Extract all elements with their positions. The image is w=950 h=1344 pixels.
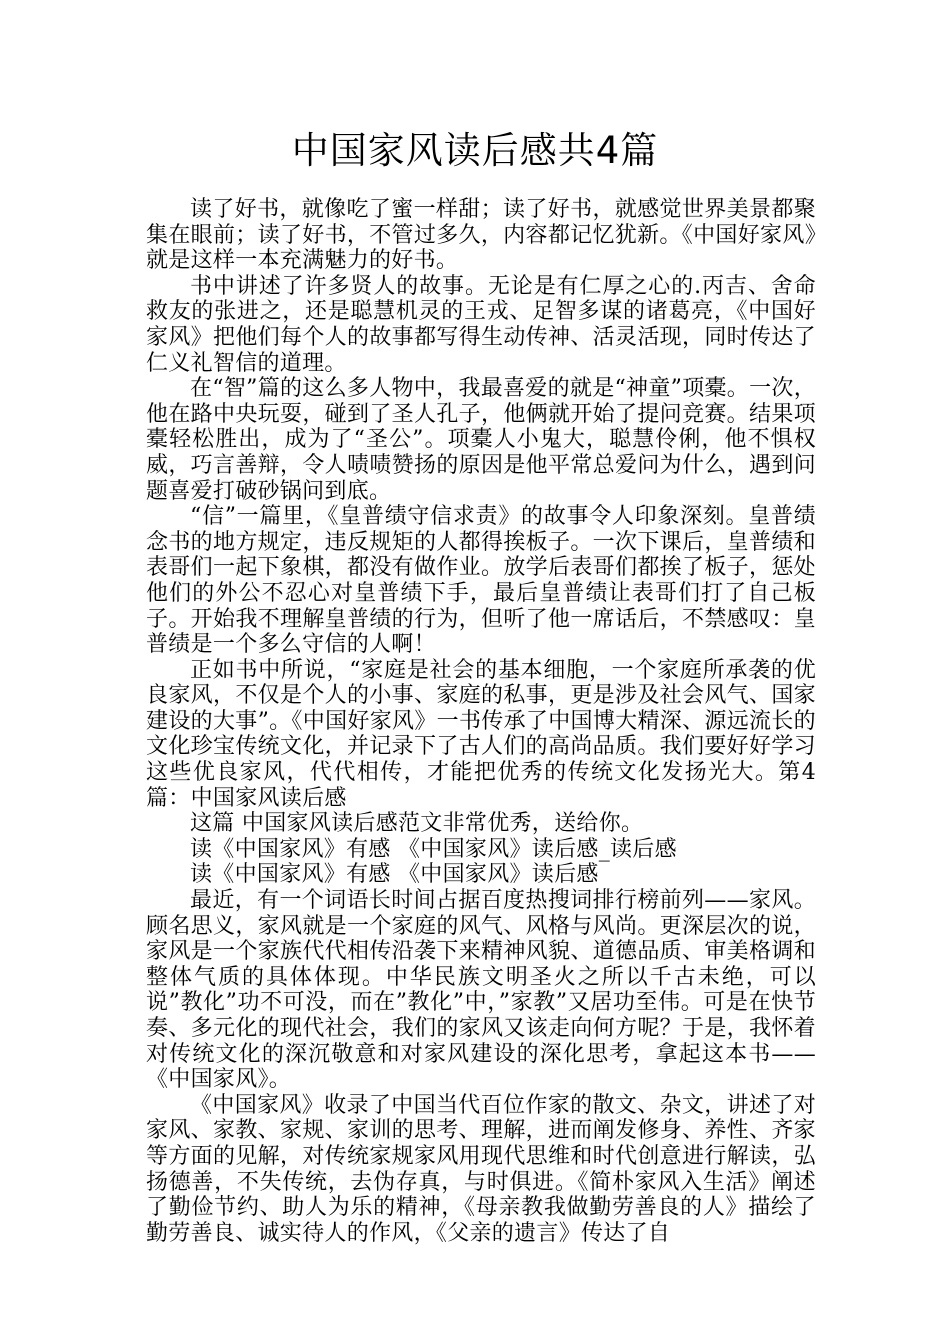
paragraph: 正如书中所说，“家庭是社会的基本细胞，一个家庭所承袭的优良家风，不仅是个人的小事、家庭的私事，更是涉及社会风气、国家建设的大事”。《中国好家风》一书传承了中国博大精深、源远流长的文化珍宝传统文化，并记录下了古人们的高尚品质。我们要好好学习这些优良家风，代代相传，才能把优秀的传统文化发扬光大。第4篇：中国家风读后感 bbox=[146, 657, 816, 811]
paragraph: 这篇 中国家风读后感范文非常优秀，送给你。 bbox=[190, 811, 644, 837]
document-body bbox=[146, 197, 816, 1246]
paragraph: 书中讲述了许多贤人的故事。无论是有仁厚之心的.丙吉、舍命救友的张进之，还是聪慧机灵的王戎、足智多谋的诸葛亮，《中国好家风》把他们每个人的故事都写得生动传神、活灵活现，同时传达了仁义礼智信的道理。 bbox=[146, 273, 816, 376]
document-title: 中国家风读后感共4篇 bbox=[291, 129, 659, 172]
paragraph: 读了好书，就像吃了蜜一样甜；读了好书，就感觉世界美景都聚集在眼前；读了好书，不管过多久，内容都记忆犹新。《中国好家风》就是这样一本充满魅力的好书。 bbox=[146, 197, 816, 274]
paragraph: 最近，有一个词语长时间占据百度热搜词排行榜前列——家风。顾名思义，家风就是一个家庭的风气、风格与风尚。更深层次的说，家风是一个家族代代相传沿袭下来精神风貌、道德品质、审美格调和整体气质的具体体现。中华民族文明圣火之所以千古未绝，可以说”教化”功不可没，而在”教化”中，”家教”又居功至伟。可是在快节奏、多元化的现代社会，我们的家风又该走向何方呢？于是，我怀着对传统文化的深沉敬意和对家风建设的深化思考，拿起这本书——《中国家风》。 bbox=[146, 888, 816, 1093]
paragraph: 在“智”篇的这么多人物中，我最喜爱的就是“神童”项橐。一次，他在路中央玩耍，碰到了圣人孔子，他俩就开始了提问竞赛。结果项橐轻松胜出，成为了“圣公”。项橐人小鬼大，聪慧伶俐，他不惧权威，巧言善辩，令人啧啧赞扬的原因是他平常总爱问为什么，遇到问题喜爱打破砂锅问到底。 bbox=[146, 376, 816, 504]
paragraph: 《中国家风》收录了中国当代百位作家的散文、杂文，讲述了对家风、家教、家规、家训的思考、理解，进而阐发修身、养性、齐家等方面的见解，对传统家规家风用现代思维和时代创意进行解读，弘扬德善，不失传统，去伪存真，与时俱进。《简朴家风入生活》阐述了勤俭节约、助人为乐的精神，《母亲教我做勤劳善良的人》描绘了勤劳善良、诚实待人的作风，《父亲的遗言》传达了自 bbox=[146, 1092, 816, 1246]
paragraph: 读《中国家风》有感 《中国家风》读后感 bbox=[190, 862, 599, 888]
paragraph: 读《中国家风》有感 《中国家风》读后感_读后感 bbox=[190, 836, 677, 862]
paragraph: “信”一篇里，《皇普绩守信求责》的故事令人印象深刻。皇普绩念书的地方规定，违反规矩的人都得挨板子。一次下课后，皇普绩和表哥们一起下象棋，都没有做作业。放学后表哥们都挨了板子，惩处他们的外公不忍心对皇普绩下手，最后皇普绩让表哥们打了自己板子。开始我不理解皇普绩的行为，但听了他一席话后，不禁感叹：皇普绩是一个多么守信的人啊！ bbox=[146, 504, 816, 658]
